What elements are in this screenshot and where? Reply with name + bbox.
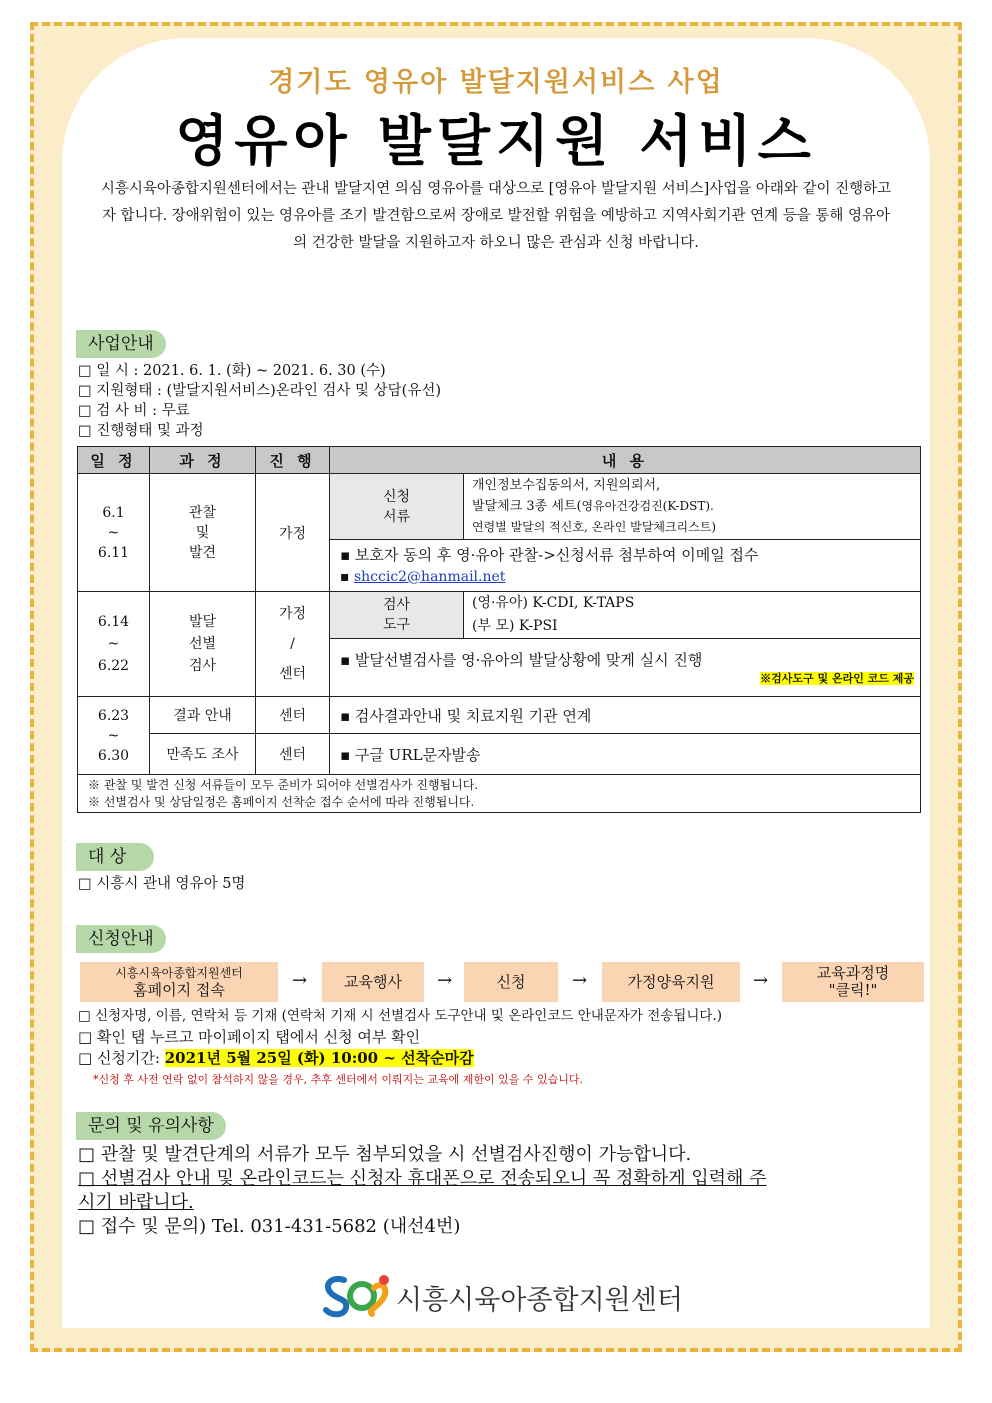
tool-child: (영·유아) K-CDI, K-TAPS [472, 595, 635, 611]
flow-arrow-1: → [292, 970, 308, 991]
cell-notes [78, 775, 921, 813]
cell-process: 발달 선별 검사 [150, 592, 256, 697]
flow-step-course-bottom: "클릭!" [828, 981, 878, 999]
cell-mode: 가정 / 센터 [256, 592, 330, 697]
cell-docs [464, 474, 921, 540]
cell-mode: 가정 [256, 474, 330, 592]
flow-arrow-2: → [437, 970, 453, 991]
business-line-process: □ 진행형태 및 과정 [78, 423, 204, 439]
flow-step-apply: 신청 [464, 962, 558, 1002]
cell-mode: 센터 [256, 697, 330, 734]
section-heading-inquiry: 문의 및 유의사항 [76, 1112, 226, 1140]
section-heading-target: 대 상 [76, 843, 154, 871]
docs-line-2a: 발달체크 3종 세트( [472, 499, 582, 514]
apply-line-3 [78, 1048, 474, 1068]
cell-tools-label: 검사 도구 [330, 592, 464, 639]
cell-process: 관찰 및 발견 [150, 474, 256, 592]
flow-step-course-top: 교육과정명 [816, 964, 890, 982]
flow-arrow-3: → [572, 970, 588, 991]
org-name: 시흥시육아종합지원센터 [396, 1285, 683, 1316]
inquiry-line-3: □ 접수 및 문의) Tel. 031-431-5682 (내선4번) [78, 1216, 461, 1237]
cell-content: ▪ 구글 URL문자발송 [330, 734, 921, 775]
header-mode: 진 행 [256, 447, 330, 474]
cell-date: 6.1 ~ 6.11 [78, 474, 150, 592]
apply-warning: *신청 후 사전 연락 없이 참석하지 않을 경우, 추후 센터에서 이뤄지는 교육에 제한이 있을 수 있습니다. [93, 1073, 583, 1086]
flow-step-homepage-top: 시흥시육아종합지원센터 [115, 966, 243, 980]
apply-line-1: □ 신청자명, 이름, 연락처 등 기재 (연락처 기재 시 선별검사 도구안내 및 온라인코드 안내문자가 전송됩니다.) [78, 1008, 722, 1024]
page-subtitle: 경기도 영유아 발달지원서비스 사업 [268, 67, 724, 98]
table-row [78, 734, 921, 775]
observation-bullet: ▪ 보호자 동의 후 영·유아 관찰->신청서류 첨부하여 이메일 접수 [340, 545, 759, 564]
table-header-row [78, 447, 921, 474]
header-process: 과 정 [150, 447, 256, 474]
note-1: ※ 관찰 및 발견 신청 서류들이 모두 준비가 되어야 선별검사가 진행됩니다. [88, 777, 479, 792]
cell-process: 결과 안내 [150, 697, 256, 734]
header-date: 일 정 [78, 447, 150, 474]
cell-mode: 센터 [256, 734, 330, 775]
inquiry-line-2b: 시기 바랍니다. [78, 1192, 194, 1213]
target-line: □ 시흥시 관내 영유아 5명 [78, 876, 246, 892]
docs-line-2 [472, 496, 920, 517]
apply-period-value: 2021년 5월 25일 (화) 10:00 ~ 선착순마감 [164, 1049, 474, 1067]
intro-paragraph: 시흥시육아종합지원센터에서는 관내 발달지연 의심 영유아를 대상으로 [영유아 발달지원 서비스]사업을 아래와 같이 진행하고자 합니다. 장애위험이 있는 영유아를 조기 발견함으로써 장애로 발전할 위험을 예방하고 지역사회기관 연계 등을 통해 영유아의 건강한 발달을 지원하고자 하오니 많은 관심과 신청 바랍니다. [100, 181, 892, 251]
cell-tools [464, 592, 921, 639]
flow-step-course [782, 962, 924, 1002]
section-heading-apply: 신청안내 [76, 925, 166, 953]
flow-step-event: 교육행사 [322, 962, 424, 1002]
table-row [78, 592, 921, 639]
cell-content: ▪ 검사결과안내 및 치료지원 기관 연계 [330, 697, 921, 734]
table-row [78, 474, 921, 540]
flow-step-homepage-bottom: 홈페이지 접속 [133, 981, 225, 999]
docs-line-1: 개인정보수집동의서, 지원의뢰서, [472, 478, 661, 493]
page-title: 영유아 발달지원 서비스 [175, 108, 817, 173]
tool-parent: (부 모) K-PSI [472, 618, 558, 634]
business-line-fee: □ 검 사 비 : 무료 [78, 403, 190, 419]
screening-highlight: ※검사도구 및 온라인 코드 제공 [760, 672, 914, 685]
section-heading-business: 사업안내 [76, 330, 166, 358]
business-line-date: □ 일 시 : 2021. 6. 1. (화) ~ 2021. 6. 30 (수) [78, 363, 386, 379]
org-logo-icon [322, 1270, 392, 1320]
screening-note-wrap [340, 670, 914, 686]
flow-step-homepage [80, 962, 278, 1002]
email-link[interactable]: shccic2@hanmail.net [353, 568, 506, 585]
schedule-table [77, 446, 921, 813]
cell-date: 6.14 ~ 6.22 [78, 592, 150, 697]
cell-date: 6.23 ~ 6.30 [78, 697, 150, 775]
email-line: ▪ shccic2@hanmail.net [340, 568, 506, 585]
flow-arrow-4: → [753, 970, 769, 991]
docs-line-3: 연령별 발달의 적신호, 온라인 발달체크리스트) [472, 520, 717, 534]
table-notes-row [78, 775, 921, 813]
cell-screening [330, 639, 921, 697]
header-content: 내 용 [330, 447, 921, 474]
screening-bullet: ▪ 발달선별검사를 영·유아의 발달상황에 맞게 실시 진행 [340, 651, 703, 669]
cell-observation-bullets [330, 540, 921, 592]
note-2: ※ 선별검사 및 상담일정은 홈페이지 선착순 접수 순서에 따라 진행됩니다. [88, 794, 475, 809]
table-row [78, 697, 921, 734]
inquiry-line-2a: □ 선별검사 안내 및 온라인코드는 신청자 휴대폰으로 전송되오니 꼭 정확하게 입력해 주 [78, 1168, 767, 1189]
inquiry-line-1: □ 관찰 및 발견단계의 서류가 모두 첨부되었을 시 선별검사진행이 가능합니다. [78, 1144, 692, 1165]
docs-line-2b: 영유아건강검진(K-DST). [581, 499, 714, 513]
flow-step-home-care: 가정양육지원 [602, 962, 740, 1002]
cell-process: 만족도 조사 [150, 734, 256, 775]
apply-period-label: □ 신청기간: [78, 1049, 165, 1067]
business-line-type: □ 지원형태 : (발달지원서비스)온라인 검사 및 상담(유선) [78, 383, 442, 399]
apply-line-2: □ 확인 탭 누르고 마이페이지 탭에서 신청 여부 확인 [78, 1028, 421, 1046]
cell-docs-label: 신청 서류 [330, 474, 464, 540]
